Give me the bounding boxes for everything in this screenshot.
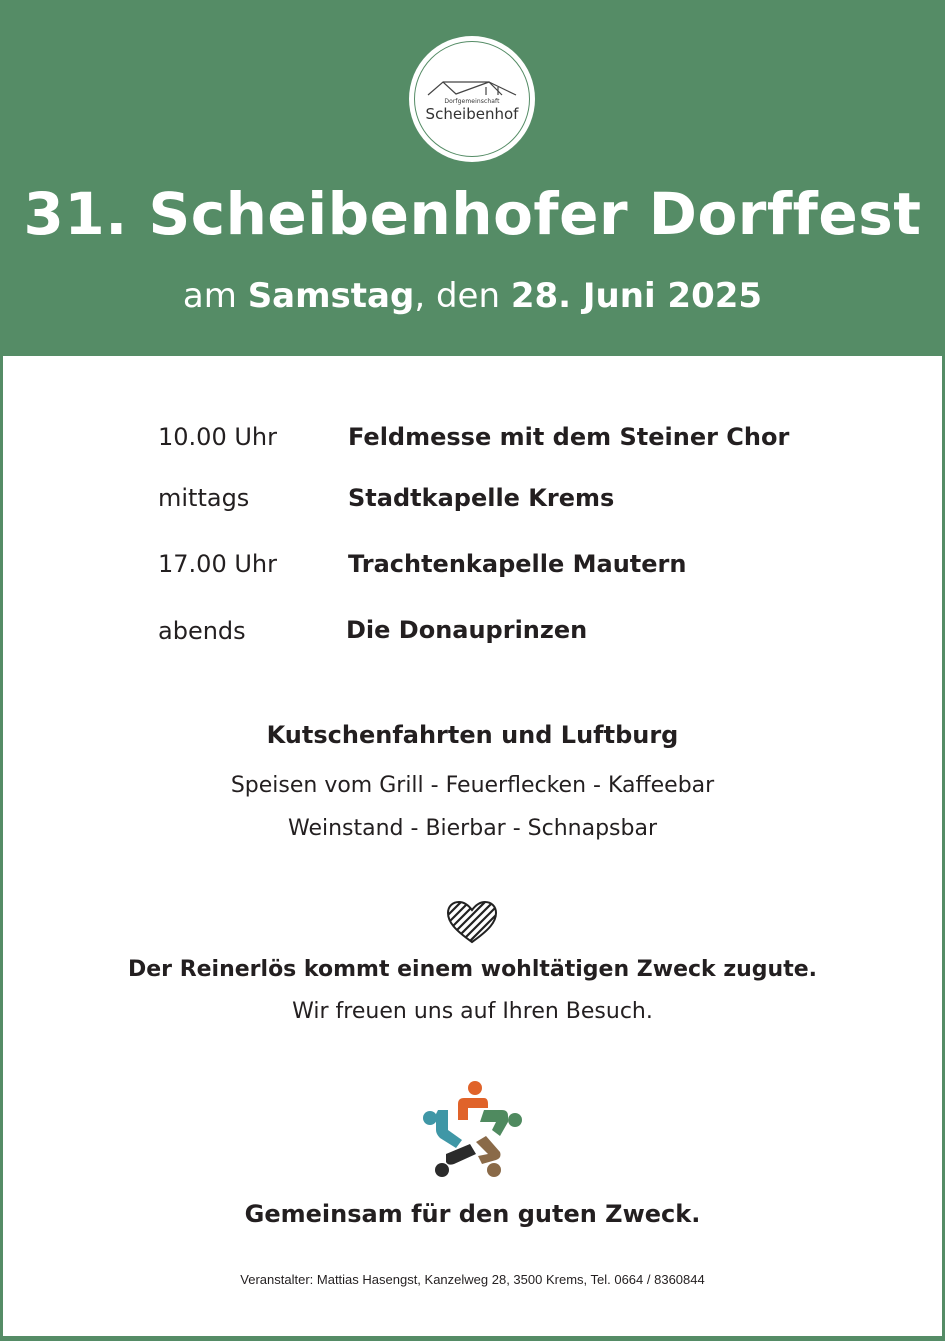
schedule-event: Stadtkapelle Krems (348, 484, 615, 512)
date-middle: , den (414, 276, 511, 316)
schedule-time: mittags (158, 484, 250, 512)
date-value: 28. Juni 2025 (510, 276, 763, 316)
offer-line: Speisen vom Grill - Feuerflecken - Kaffeebar (230, 773, 715, 798)
schedule-event: Trachtenkapelle Mautern (348, 550, 687, 578)
organizer-info: Veranstalter: Mattias Hasengst, Kanzelweg 28, 3500 Krems, Tel. 0664 / 8360844 (240, 1272, 705, 1287)
logo-subtitle: Dorfgemeinschaft (444, 98, 500, 105)
schedule-event: Feldmesse mit dem Steiner Chor (348, 423, 790, 451)
heart-icon (445, 900, 499, 946)
charity-note: Der Reinerlös kommt einem wohltätigen Zweck zugute. (128, 957, 817, 982)
date-prefix: am (182, 276, 248, 316)
offer-line: Weinstand - Bierbar - Schnapsbar (287, 816, 657, 841)
people-circle-icon (418, 1078, 528, 1182)
welcome-text: Wir freuen uns auf Ihren Besuch. (292, 999, 653, 1024)
slogan: Gemeinsam für den guten Zweck. (244, 1200, 701, 1228)
schedule-time: 17.00 Uhr (158, 550, 277, 578)
event-title: 31. Scheibenhofer Dorffest (23, 180, 922, 248)
scheibenhof-logo (409, 36, 535, 162)
schedule-time: abends (158, 617, 246, 645)
attractions-heading: Kutschenfahrten und Luftburg (266, 721, 679, 749)
date-day: Samstag (247, 276, 415, 316)
logo-name: Scheibenhof (425, 105, 519, 123)
schedule-time: 10.00 Uhr (158, 423, 277, 451)
event-date-line (0, 276, 945, 316)
schedule-event: Die Donauprinzen (346, 616, 588, 644)
house-roofs-icon (426, 78, 518, 98)
header-banner (0, 0, 945, 356)
